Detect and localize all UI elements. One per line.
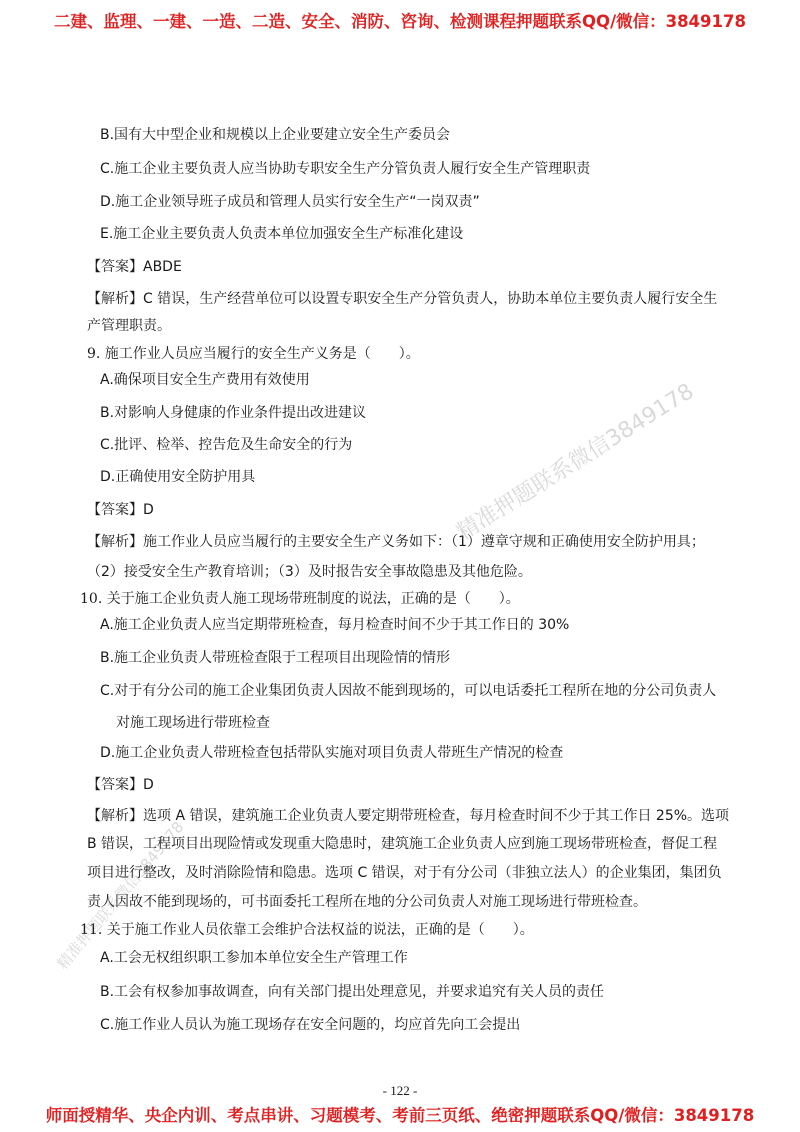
q10-analysis-line-3: 项目进行整改，及时消除险情和隐患。选项 C 错误，对于有分公司（非独立法人）的企业集团，集团负 xyxy=(87,865,722,881)
q8-option-d: D.施工企业领导班子成员和管理人员实行安全生产“一岗双责” xyxy=(100,194,480,210)
q10-option-b: B.施工企业负责人带班检查限于工程项目出现险情的情形 xyxy=(100,650,451,666)
q10-option-a: A.施工企业负责人应当定期带班检查，每月检查时间不少于其工作日的 30% xyxy=(100,617,570,633)
q9-option-d: D.正确使用安全防护用具 xyxy=(100,469,256,485)
q9-option-a: A.确保项目安全生产费用有效使用 xyxy=(100,372,310,388)
q9-option-c: C.批评、检举、控告危及生命安全的行为 xyxy=(100,437,353,453)
page-number: - 122 - xyxy=(382,1083,418,1098)
watermark-left: 精准押题联系微信3849178 xyxy=(53,818,188,973)
q10-stem: 10. 关于施工企业负责人施工现场带班制度的说法，正确的是（ ）。 xyxy=(80,591,520,607)
q10-option-d: D.施工企业负责人带班检查包括带队实施对项目负责人带班生产情况的检查 xyxy=(100,745,564,761)
q9-stem: 9. 施工作业人员应当履行的安全生产义务是（ ）。 xyxy=(87,346,420,362)
q11-option-a: A.工会无权组织职工参加本单位安全生产管理工作 xyxy=(100,950,408,966)
q8-option-e: E.施工企业主要负责人负责本单位加强安全生产标准化建设 xyxy=(100,226,464,242)
q10-analysis-line-2: B 错误，工程项目出现险情或发现重大隐患时，建筑施工企业负责人应到施工现场带班检查，督促工程 xyxy=(87,836,718,852)
q11-option-b: B.工会有权参加事故调查，向有关部门提出处理意见，并要求追究有关人员的责任 xyxy=(100,984,605,1000)
q11-option-c: C.施工作业人员认为施工现场存在安全问题的，均应首先向工会提出 xyxy=(100,1017,521,1033)
q10-option-c-line-2: 对施工现场进行带班检查 xyxy=(116,715,270,731)
watermark-main: 精准押题联系微信3849178 xyxy=(452,379,699,546)
q8-option-c: C.施工企业主要负责人应当协助专职安全生产分管负责人履行安全生产管理职责 xyxy=(100,161,591,177)
q10-option-c-line-1: C.对于有分公司的施工企业集团负责人因故不能到现场的，可以电话委托工程所在地的分公司负责人 xyxy=(100,683,717,699)
q9-answer: 【答案】D xyxy=(87,502,154,518)
q8-answer: 【答案】ABDE xyxy=(87,259,182,275)
header-banner: 二建、监理、一建、一造、二造、安全、消防、咨询、检测课程押题联系QQ/微信：3849178 xyxy=(54,12,746,31)
q10-answer: 【答案】D xyxy=(87,777,154,793)
q8-analysis-line-1: 【解析】C 错误，生产经营单位可以设置专职安全生产分管负责人，协助本单位主要负责人履行安全生 xyxy=(87,291,718,307)
q10-analysis-line-4: 责人因故不能到现场的，可书面委托工程所在地的分公司负责人对施工现场进行带班检查。 xyxy=(87,894,647,910)
q9-analysis-line-1: 【解析】施工作业人员应当履行的主要安全生产义务如下：（1）遵章守规和正确使用安全防护用具； xyxy=(87,534,705,550)
footer-banner: 师面授精华、央企内训、考点串讲、习题模考、考前三页纸、绝密押题联系QQ/微信：3849178 xyxy=(45,1106,755,1125)
q9-option-b: B.对影响人身健康的作业条件提出改进建议 xyxy=(100,405,367,421)
q8-analysis-line-2: 产管理职责。 xyxy=(87,318,171,334)
q8-option-b: B.国有大中型企业和规模以上企业要建立安全生产委员会 xyxy=(100,127,451,143)
q10-analysis-line-1: 【解析】选项 A 错误，建筑施工企业负责人要定期带班检查，每月检查时间不少于其工作日 25%。选项 xyxy=(87,808,730,824)
q11-stem: 11. 关于施工作业人员依靠工会维护合法权益的说法，正确的是（ ）。 xyxy=(80,922,534,938)
q9-analysis-line-2: （2）接受安全生产教育培训；（3）及时报告安全事故隐患及其他危险。 xyxy=(87,564,532,580)
